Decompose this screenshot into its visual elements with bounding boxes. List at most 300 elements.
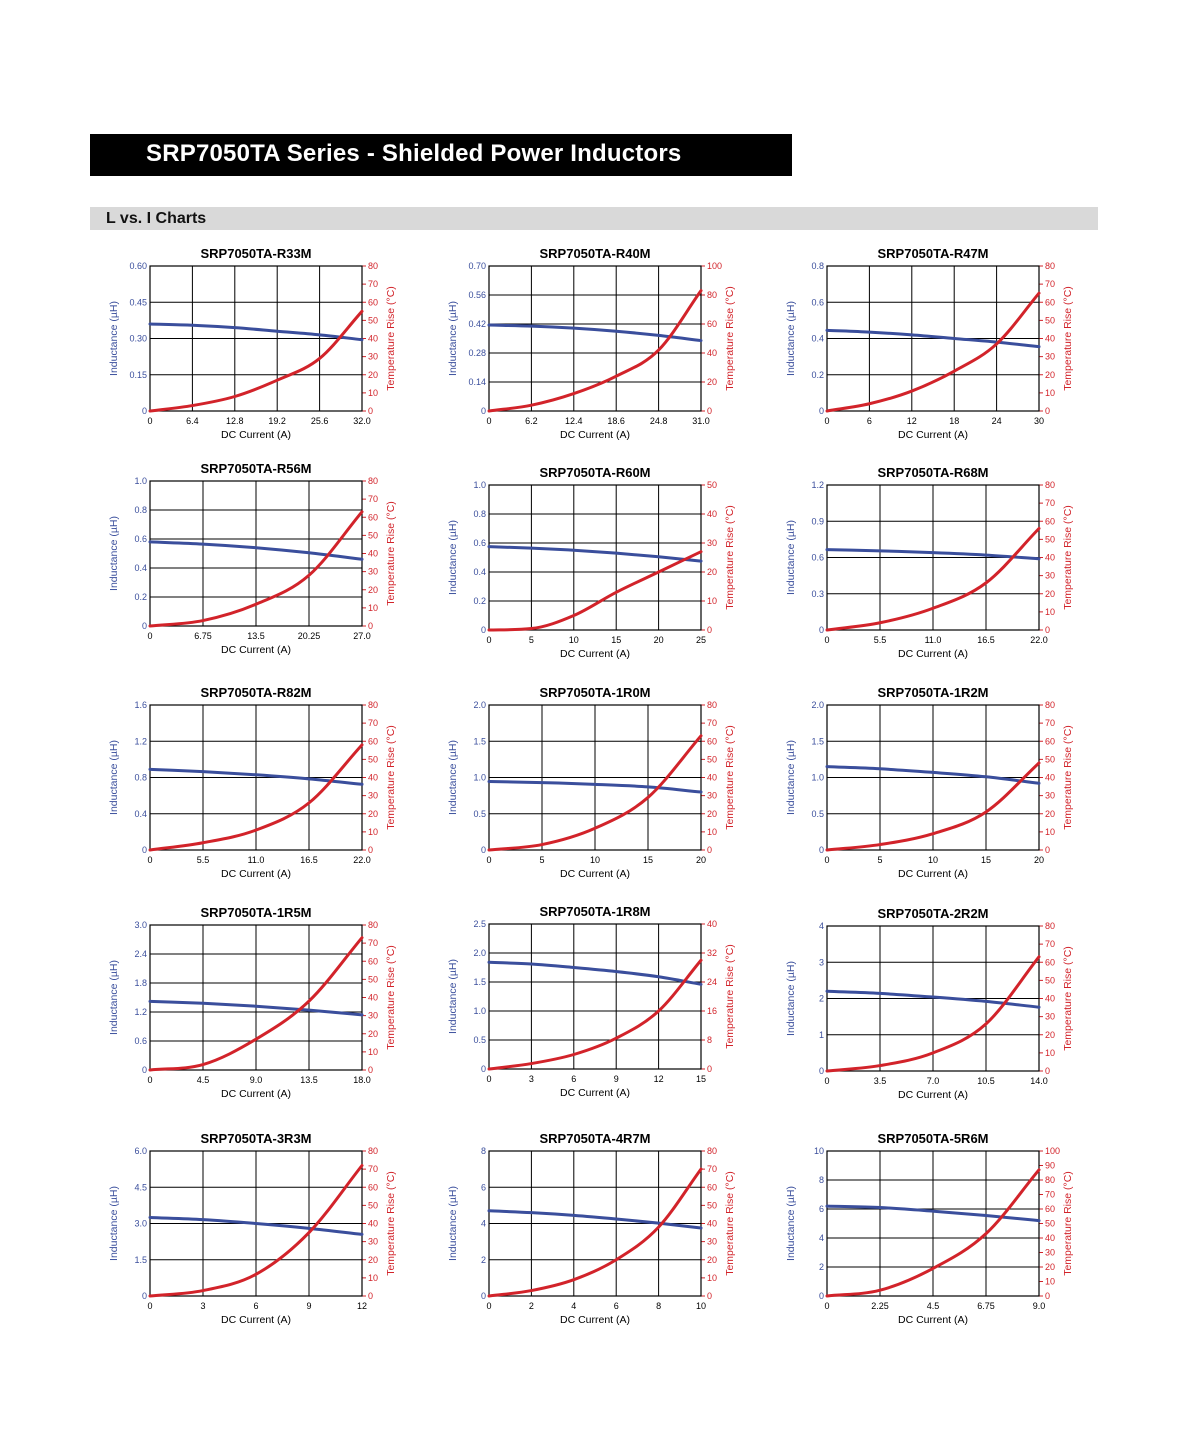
y2-tick-label: 40: [707, 1218, 718, 1229]
x-tick-label: 30: [1033, 416, 1045, 426]
x-tick-label: 6: [613, 1301, 619, 1311]
y2-tick-label: 60: [368, 297, 379, 308]
y-tick-label: 0.5: [811, 808, 824, 819]
y-axis-label: Inductance (µH): [447, 959, 459, 1034]
y2-tick-label: 10: [1045, 387, 1056, 398]
y-tick-label: 2.0: [811, 700, 824, 710]
y2-tick-label: 16: [707, 1006, 718, 1016]
y2-tick-label: 20: [368, 584, 379, 595]
temperature-curve: [489, 291, 701, 411]
x-tick-label: 0: [824, 635, 830, 645]
y2-tick-label: 30: [368, 351, 379, 362]
y2-tick-label: 70: [1045, 939, 1056, 950]
y-tick-label: 1.5: [811, 736, 824, 747]
y-tick-label: 0: [480, 845, 486, 855]
y2-tick-label: 0: [368, 406, 374, 416]
x-axis-label: DC Current (A): [220, 868, 292, 880]
y-tick-label: 0.45: [129, 297, 147, 308]
chart-title: SRP7050TA-1R2M: [877, 685, 989, 700]
y2-tick-label: 40: [707, 348, 718, 358]
y-tick-label: 0: [818, 845, 824, 855]
x-tick-label: 0: [824, 855, 830, 865]
y2-tick-label: 90: [1045, 1160, 1056, 1171]
y-tick-label: 0.8: [473, 509, 486, 519]
y-tick-label: 0.6: [134, 1036, 147, 1046]
y2-tick-label: 60: [1045, 1204, 1056, 1214]
y-tick-label: 0.8: [134, 772, 147, 783]
y-tick-label: 8: [480, 1146, 486, 1156]
y-tick-label: 1.2: [811, 480, 824, 490]
y2-tick-label: 70: [368, 279, 379, 290]
y2-tick-label: 100: [707, 261, 723, 271]
chart-12-svg: [782, 906, 1122, 1111]
y2-axis-label: Temperature Rise (°C): [385, 286, 397, 391]
x-tick-label: 20: [695, 855, 707, 865]
x-tick-label: 6.2: [525, 416, 538, 426]
x-tick-label: 6.75: [194, 631, 212, 641]
chart-10-svg: [105, 905, 445, 1110]
y-tick-label: 4: [818, 921, 824, 931]
y2-tick-label: 70: [1045, 498, 1056, 509]
x-tick-label: 5: [539, 855, 545, 865]
y2-tick-label: 50: [368, 754, 379, 765]
y2-tick-label: 80: [707, 1146, 718, 1156]
y-tick-label: 0: [818, 1291, 824, 1301]
x-tick-label: 0: [486, 1301, 492, 1311]
x-tick-label: 6: [571, 1074, 577, 1084]
x-tick-label: 0: [147, 855, 153, 865]
y2-tick-label: 10: [368, 826, 379, 837]
y2-tick-label: 60: [368, 956, 379, 967]
y2-tick-label: 0: [1045, 1291, 1051, 1301]
y2-tick-label: 30: [1045, 790, 1056, 801]
temperature-curve: [489, 1169, 701, 1296]
y2-tick-label: 40: [1045, 552, 1056, 563]
chart-13: [105, 1131, 445, 1336]
x-tick-label: 6.75: [977, 1301, 995, 1311]
chart-2-svg: [444, 246, 784, 451]
y-tick-label: 0.9: [811, 516, 824, 527]
y-axis-label: Inductance (µH): [785, 1186, 797, 1261]
chart-title: SRP7050TA-2R2M: [877, 906, 989, 921]
chart-1: [105, 246, 445, 451]
y-axis-label: Inductance (µH): [108, 301, 120, 376]
y2-tick-label: 50: [707, 754, 718, 765]
y2-tick-label: 30: [707, 538, 718, 548]
x-tick-label: 2: [528, 1301, 534, 1311]
y2-tick-label: 10: [368, 387, 379, 398]
chart-13-svg: [105, 1131, 445, 1336]
y2-axis-label: Temperature Rise (°C): [724, 505, 736, 610]
x-tick-label: 5.5: [196, 855, 210, 865]
y-axis-label: Inductance (µH): [447, 740, 459, 815]
y2-axis-label: Temperature Rise (°C): [724, 286, 736, 391]
y2-tick-label: 10: [1045, 1047, 1056, 1058]
y2-tick-label: 40: [368, 772, 379, 783]
y2-tick-label: 32: [707, 948, 718, 958]
x-tick-label: 27.0: [353, 631, 371, 641]
y2-tick-label: 30: [1045, 1247, 1056, 1258]
y2-tick-label: 80: [707, 700, 718, 710]
y2-tick-label: 10: [368, 602, 379, 613]
y2-tick-label: 50: [1045, 975, 1056, 986]
y-tick-label: 6: [480, 1182, 486, 1193]
y-tick-label: 0.70: [468, 261, 486, 271]
y2-axis-label: Temperature Rise (°C): [385, 945, 397, 1050]
y2-tick-label: 10: [707, 596, 718, 606]
x-tick-label: 12: [653, 1074, 664, 1084]
y-tick-label: 1.0: [134, 476, 147, 486]
chart-title: SRP7050TA-5R6M: [877, 1131, 989, 1146]
x-tick-label: 25.6: [310, 416, 329, 426]
inductance-curve: [489, 962, 701, 984]
y-tick-label: 6: [818, 1204, 824, 1214]
x-tick-label: 24: [991, 416, 1002, 426]
y2-tick-label: 40: [1045, 333, 1056, 344]
x-tick-label: 16.5: [300, 855, 318, 865]
y-tick-label: 0: [818, 406, 824, 416]
y-tick-label: 1.8: [134, 978, 147, 988]
chart-5: [444, 465, 784, 670]
y2-tick-label: 10: [1045, 606, 1056, 617]
x-tick-label: 18: [949, 416, 960, 426]
y-tick-label: 1.6: [134, 700, 147, 710]
y-tick-label: 0.6: [473, 538, 486, 548]
x-tick-label: 20.25: [297, 631, 321, 641]
chart-8: [444, 685, 784, 890]
y-tick-label: 0.3: [811, 588, 824, 599]
x-tick-label: 5.5: [873, 635, 887, 645]
x-axis-label: DC Current (A): [897, 1314, 969, 1326]
y2-tick-label: 0: [368, 845, 374, 855]
y2-tick-label: 80: [1045, 480, 1056, 490]
y-tick-label: 1.0: [473, 772, 486, 783]
x-tick-label: 9.0: [249, 1075, 263, 1085]
x-tick-label: 3: [200, 1301, 206, 1311]
y-tick-label: 4: [480, 1218, 486, 1229]
y2-tick-label: 80: [368, 920, 379, 930]
y-tick-label: 0.42: [468, 319, 486, 329]
y2-tick-label: 10: [368, 1272, 379, 1283]
x-axis-label: DC Current (A): [559, 429, 631, 441]
y2-tick-label: 40: [368, 992, 379, 1003]
y2-tick-label: 50: [707, 1200, 718, 1211]
x-tick-label: 4.5: [926, 1301, 940, 1311]
y2-tick-label: 30: [368, 1010, 379, 1021]
y2-tick-label: 50: [1045, 315, 1056, 326]
x-tick-label: 0: [147, 631, 153, 641]
y2-axis-label: Temperature Rise (°C): [385, 1171, 397, 1276]
chart-8-svg: [444, 685, 784, 890]
x-axis-label: DC Current (A): [220, 644, 292, 656]
x-tick-label: 6.4: [186, 416, 199, 426]
y2-tick-label: 80: [368, 476, 379, 486]
y-tick-label: 8: [818, 1175, 824, 1185]
x-axis-label: DC Current (A): [220, 1088, 292, 1100]
y2-tick-label: 20: [1045, 1262, 1056, 1272]
x-axis-label: DC Current (A): [897, 868, 969, 880]
x-tick-label: 0: [486, 1074, 492, 1084]
temperature-curve: [827, 293, 1039, 411]
y2-tick-label: 0: [707, 845, 713, 855]
x-tick-label: 2.25: [871, 1301, 889, 1311]
x-axis-label: DC Current (A): [559, 868, 631, 880]
y-tick-label: 10: [813, 1146, 824, 1156]
y2-tick-label: 24: [707, 977, 718, 987]
x-tick-label: 12: [356, 1301, 368, 1311]
y-tick-label: 2: [480, 1254, 486, 1265]
chart-9: [782, 685, 1122, 890]
y-axis-label: Inductance (µH): [447, 301, 459, 376]
y-tick-label: 2.5: [473, 919, 486, 929]
y2-tick-label: 40: [368, 1218, 379, 1229]
y2-tick-label: 20: [1045, 1029, 1056, 1040]
x-tick-label: 22.0: [353, 855, 371, 865]
y-tick-label: 2: [818, 993, 824, 1004]
y2-tick-label: 60: [1045, 516, 1056, 527]
x-axis-label: DC Current (A): [559, 1087, 631, 1099]
x-tick-label: 7.0: [926, 1076, 940, 1086]
y-tick-label: 0.8: [134, 505, 147, 515]
x-tick-label: 18.6: [607, 416, 625, 426]
x-tick-label: 10.5: [977, 1076, 995, 1086]
x-axis-label: DC Current (A): [559, 1314, 631, 1326]
x-tick-label: 5: [877, 855, 883, 865]
y2-tick-label: 50: [1045, 754, 1056, 765]
y2-tick-label: 30: [1045, 351, 1056, 362]
y-tick-label: 0: [141, 621, 147, 631]
y2-tick-label: 8: [707, 1035, 713, 1045]
y2-tick-label: 0: [368, 1065, 374, 1075]
y2-tick-label: 20: [1045, 369, 1056, 380]
inductance-curve: [489, 547, 701, 562]
x-axis-label: DC Current (A): [897, 648, 969, 660]
x-tick-label: 0: [486, 416, 492, 426]
y2-tick-label: 50: [368, 530, 379, 541]
chart-6-svg: [782, 465, 1122, 670]
y2-tick-label: 20: [368, 1028, 379, 1039]
x-tick-label: 0: [824, 1076, 830, 1086]
y-tick-label: 0.4: [811, 333, 824, 344]
y2-tick-label: 0: [368, 1291, 374, 1301]
x-tick-label: 18.0: [353, 1075, 371, 1085]
y2-tick-label: 20: [368, 369, 379, 380]
x-tick-label: 22.0: [1030, 635, 1048, 645]
y-tick-label: 0.2: [811, 369, 824, 380]
y2-axis-label: Temperature Rise (°C): [1062, 725, 1074, 830]
chart-title: SRP7050TA-R82M: [200, 685, 312, 700]
chart-2: [444, 246, 784, 451]
y2-tick-label: 40: [368, 548, 379, 559]
x-tick-label: 15: [642, 855, 654, 865]
y2-tick-label: 70: [368, 494, 379, 505]
y2-tick-label: 10: [368, 1046, 379, 1057]
y2-tick-label: 0: [1045, 406, 1051, 416]
x-tick-label: 12.8: [226, 416, 244, 426]
y2-tick-label: 30: [1045, 570, 1056, 581]
chart-11-svg: [444, 904, 784, 1109]
x-tick-label: 0: [486, 855, 492, 865]
y2-tick-label: 40: [707, 509, 718, 519]
chart-4-svg: [105, 461, 445, 666]
y-tick-label: 0: [141, 1065, 147, 1075]
y2-tick-label: 60: [1045, 957, 1056, 968]
y2-axis-label: Temperature Rise (°C): [385, 501, 397, 606]
chart-6: [782, 465, 1122, 670]
y-tick-label: 1.5: [134, 1254, 147, 1265]
chart-12: [782, 906, 1122, 1111]
y-tick-label: 0: [141, 845, 147, 855]
y2-tick-label: 60: [1045, 297, 1056, 308]
y-tick-label: 4.5: [134, 1182, 147, 1193]
chart-7: [105, 685, 445, 890]
y-tick-label: 3.0: [134, 1218, 147, 1229]
y-tick-label: 1.5: [473, 736, 486, 747]
y2-tick-label: 0: [1045, 1066, 1051, 1076]
y2-tick-label: 50: [368, 315, 379, 326]
x-tick-label: 12: [906, 416, 917, 426]
y2-tick-label: 40: [707, 919, 718, 929]
x-tick-label: 32.0: [353, 416, 371, 426]
y-tick-label: 3: [818, 957, 824, 968]
chart-15: [782, 1131, 1122, 1336]
y2-axis-label: Temperature Rise (°C): [724, 725, 736, 830]
y-tick-label: 1.0: [811, 772, 824, 783]
x-axis-label: DC Current (A): [897, 1089, 969, 1101]
y2-tick-label: 40: [368, 333, 379, 344]
y2-tick-label: 70: [368, 1164, 379, 1175]
inductance-curve: [150, 324, 362, 340]
y-tick-label: 0.2: [473, 596, 486, 606]
chart-title: SRP7050TA-1R8M: [539, 904, 651, 919]
chart-14-svg: [444, 1131, 784, 1336]
y-tick-label: 1.2: [134, 736, 147, 747]
chart-title: SRP7050TA-3R3M: [200, 1131, 312, 1146]
y2-tick-label: 50: [707, 480, 718, 490]
header-bar: [90, 134, 792, 176]
y-tick-label: 0: [480, 1064, 486, 1074]
y-tick-label: 1: [818, 1029, 824, 1040]
temperature-curve: [489, 552, 701, 630]
y2-tick-label: 70: [707, 1164, 718, 1175]
y2-tick-label: 70: [368, 938, 379, 949]
x-tick-label: 10: [695, 1301, 707, 1311]
chart-3: [782, 246, 1122, 451]
y2-tick-label: 20: [707, 1254, 718, 1265]
y-tick-label: 0.5: [473, 808, 486, 819]
chart-11: [444, 904, 784, 1109]
chart-15-svg: [782, 1131, 1122, 1336]
y-axis-label: Inductance (µH): [785, 961, 797, 1036]
y2-axis-label: Temperature Rise (°C): [724, 1171, 736, 1276]
x-tick-label: 5: [528, 635, 534, 645]
y-tick-label: 0.4: [473, 567, 486, 577]
x-tick-label: 19.2: [268, 416, 286, 426]
y2-axis-label: Temperature Rise (°C): [385, 725, 397, 830]
chart-14: [444, 1131, 784, 1336]
y2-tick-label: 70: [368, 718, 379, 729]
x-tick-label: 10: [927, 855, 939, 865]
y-tick-label: 1.0: [473, 1006, 486, 1016]
x-tick-label: 15: [611, 635, 622, 645]
chart-title: SRP7050TA-R56M: [200, 461, 312, 476]
x-tick-label: 3: [528, 1074, 534, 1084]
y2-tick-label: 30: [368, 566, 379, 577]
y2-tick-label: 80: [1045, 921, 1056, 931]
y2-tick-label: 10: [707, 1272, 718, 1283]
y-tick-label: 0.8: [811, 261, 824, 271]
x-tick-label: 0: [486, 635, 492, 645]
y2-tick-label: 20: [707, 808, 718, 819]
y2-tick-label: 80: [368, 700, 379, 710]
chart-title: SRP7050TA-R68M: [877, 465, 989, 480]
y-tick-label: 6.0: [134, 1146, 147, 1156]
y-tick-label: 0: [141, 1291, 147, 1301]
x-tick-label: 0: [147, 1075, 153, 1085]
y2-axis-label: Temperature Rise (°C): [724, 944, 736, 1049]
y2-tick-label: 0: [707, 625, 713, 635]
chart-5-svg: [444, 465, 784, 670]
y-tick-label: 1.0: [473, 480, 486, 490]
y2-tick-label: 50: [368, 974, 379, 985]
y2-tick-label: 0: [707, 1064, 713, 1074]
y-tick-label: 0: [141, 406, 147, 416]
x-tick-label: 4.5: [196, 1075, 210, 1085]
y2-tick-label: 60: [707, 319, 718, 329]
x-tick-label: 0: [824, 1301, 830, 1311]
y-tick-label: 3.0: [134, 920, 147, 930]
y2-tick-label: 60: [368, 1182, 379, 1193]
x-tick-label: 15: [980, 855, 992, 865]
y-axis-label: Inductance (µH): [108, 516, 120, 591]
y2-tick-label: 30: [368, 1236, 379, 1247]
y2-tick-label: 70: [1045, 279, 1056, 290]
y-tick-label: 0.15: [129, 369, 147, 380]
y-tick-label: 4: [818, 1233, 824, 1243]
y-tick-label: 1.2: [134, 1007, 147, 1017]
x-tick-label: 9.0: [1032, 1301, 1046, 1311]
y-tick-label: 0.56: [468, 290, 486, 300]
y-tick-label: 0.6: [811, 297, 824, 308]
y2-tick-label: 60: [368, 736, 379, 747]
y2-tick-label: 80: [1045, 700, 1056, 710]
x-tick-label: 25: [695, 635, 707, 645]
y2-tick-label: 40: [1045, 772, 1056, 783]
x-tick-label: 13.5: [247, 631, 265, 641]
y2-tick-label: 80: [707, 290, 718, 300]
chart-10: [105, 905, 445, 1110]
y2-tick-label: 30: [368, 790, 379, 801]
y-tick-label: 0: [480, 625, 486, 635]
chart-title: SRP7050TA-1R5M: [200, 905, 312, 920]
x-tick-label: 4: [571, 1301, 577, 1311]
y-tick-label: 0.28: [468, 348, 486, 358]
y-axis-label: Inductance (µH): [447, 520, 459, 595]
x-axis-label: DC Current (A): [559, 648, 631, 660]
y-tick-label: 2.0: [473, 948, 486, 958]
y2-tick-label: 80: [368, 1146, 379, 1156]
chart-title: SRP7050TA-4R7M: [539, 1131, 651, 1146]
y-tick-label: 0.14: [468, 377, 486, 387]
y2-tick-label: 70: [707, 718, 718, 729]
x-tick-label: 13.5: [300, 1075, 318, 1085]
y-axis-label: Inductance (µH): [447, 1186, 459, 1261]
y-tick-label: 1.5: [473, 977, 486, 987]
x-tick-label: 24.8: [649, 416, 668, 426]
y2-tick-label: 100: [1045, 1146, 1061, 1156]
x-tick-label: 9: [306, 1301, 312, 1311]
y2-tick-label: 60: [368, 512, 379, 523]
